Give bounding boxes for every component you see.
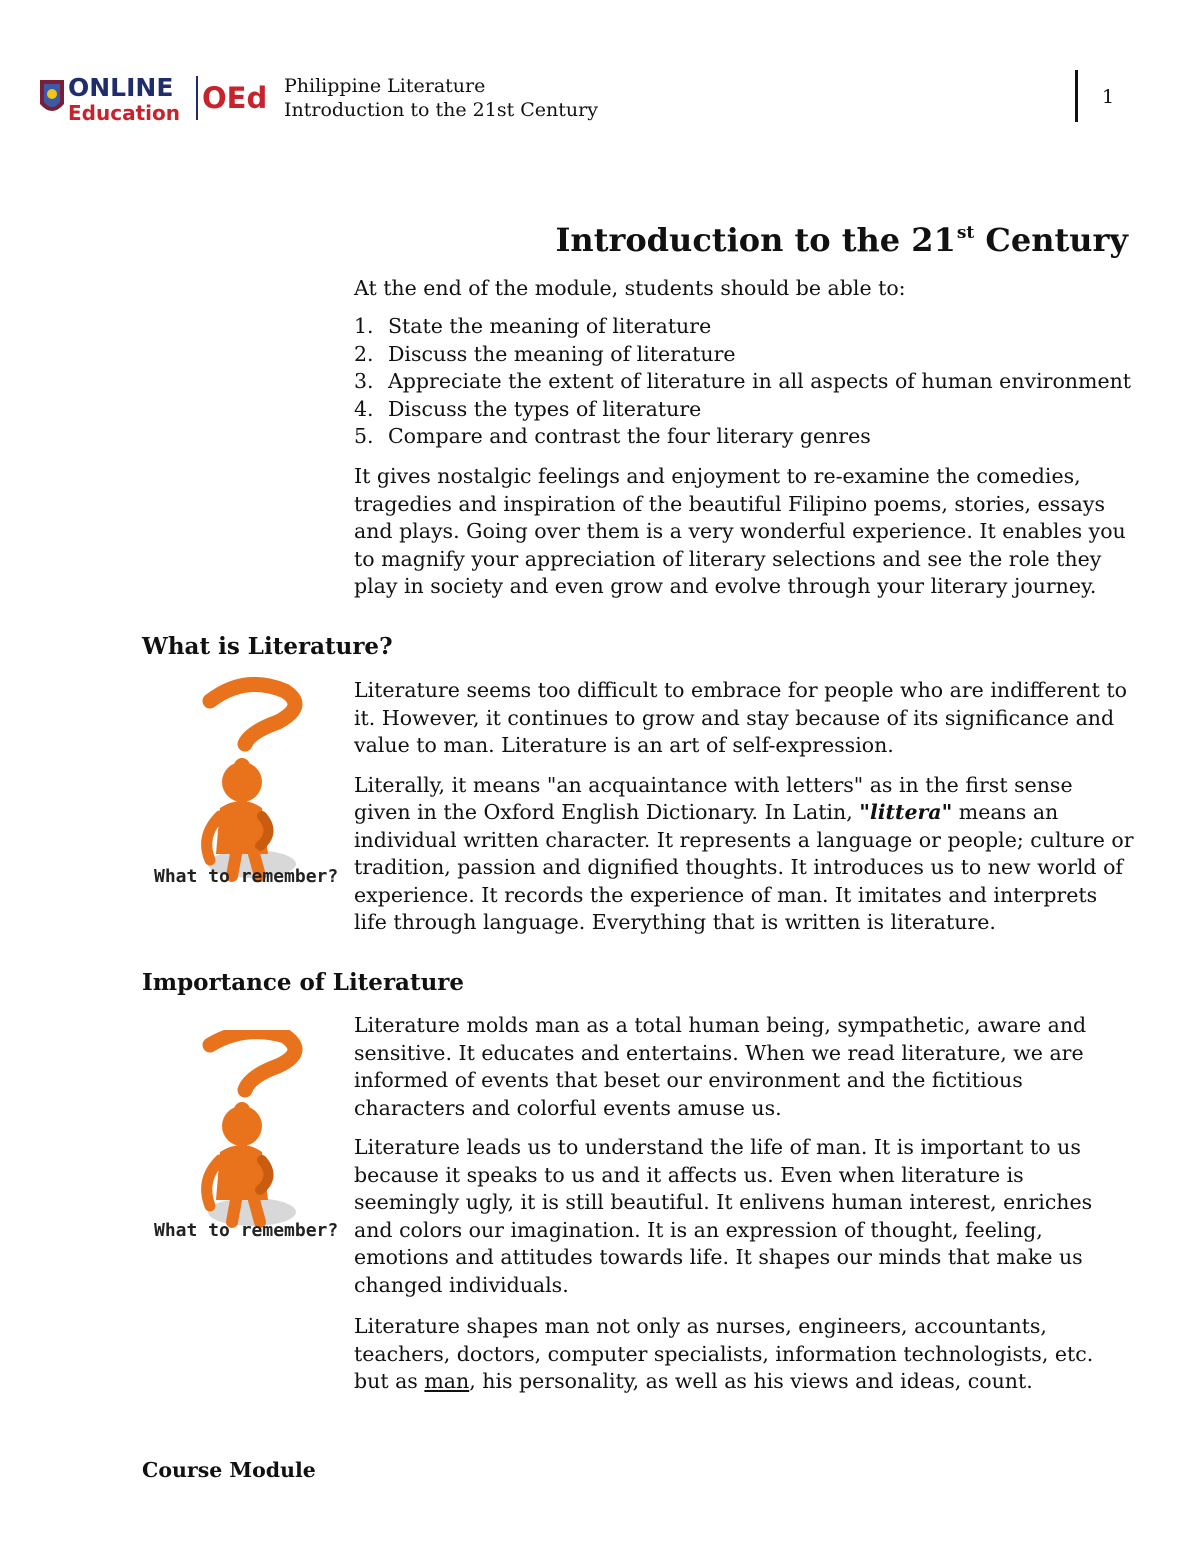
paragraph: Literature seems too difficult to embrace for people who are indifferent to it. However, it continues to grow and stay because of its significance and value to man. Literature is an art of self-expression. (354, 678, 1127, 757)
intro-paragraph: It gives nostalgic feelings and enjoyment to re-examine the comedies, tragedies and inspiration of the beautiful Filipino poems, stories, essays and plays. Going over them is a very wonderful experience. It enables you to magnify your appreciation of literary selections and see the role they play in society and even grow and evolve through your literary journey. (354, 464, 1126, 598)
text-run: Literally, it means "an acquaintance with letters" as in the first sense given in the Oxford English Dictionary. In Latin, (354, 772, 1073, 824)
objective-text: Appreciate the extent of literature in all aspects of human environment (388, 369, 1132, 393)
objective-text: Compare and contrast the four literary genres (388, 424, 871, 448)
objective-number: 4. (354, 396, 374, 421)
logo-online-text: ONLINE (68, 73, 174, 102)
page-title (555, 221, 1128, 259)
paragraph: Literature leads us to understand the life of man. It is important to us because it speaks to us and it affects us. Even when literature is seemingly ugly, it is still beautiful. It enlivens human interest, enriches and colors our imagination. It is an expression of thought, feeling, emotions and attitudes towards life. It shapes our minds that make us changed individuals. (354, 1135, 1093, 1297)
title-end: Century (974, 221, 1128, 259)
objective-text: State the meaning of literature (388, 314, 712, 338)
text-run: means an individual written character. It represents a language or people; culture or tradition, passion and dignified thoughts. It introduces us to new world of experience. It records the experience of man. It imitates and interprets life through language. Everything that is written is literature. (354, 800, 1134, 934)
text-run: , his personality, as well as his views and ideas, count. (469, 1369, 1033, 1393)
thinking-figure-illustration (150, 1030, 345, 1250)
objective-number: 3. (354, 369, 374, 393)
importance-of-literature-text (354, 1012, 1134, 1299)
latin-term: "littera" (859, 800, 953, 824)
objective-item (354, 313, 1134, 341)
question-mark-icon (210, 684, 295, 774)
title-superscript: st (956, 223, 975, 243)
section-heading-importance-of-literature: Importance of Literature (142, 969, 465, 996)
objective-item (354, 341, 1134, 369)
objective-item (354, 423, 1134, 451)
header-divider (1075, 70, 1078, 122)
module-subtitle: Introduction to the 21st Century (284, 99, 598, 121)
running-header (284, 74, 598, 122)
paragraph: Literature molds man as a total human being, sympathetic, aware and sensitive. It educates and entertains. When we read literature, we are informed of events that beset our environment and the fictitious characters and colorful events amuse us. (354, 1013, 1087, 1120)
logo-oed-text: OEd (202, 81, 268, 115)
objective-number: 1. (354, 314, 374, 338)
footer-course-module: Course Module (142, 1458, 316, 1482)
objectives-intro: At the end of the module, students should be able to: (354, 276, 906, 300)
paragraph (354, 1313, 1134, 1396)
underlined-word: man (424, 1369, 470, 1393)
paragraph (354, 772, 1134, 937)
figure-caption: What to remember? (154, 1220, 339, 1241)
objective-number: 2. (354, 341, 374, 366)
objective-number: 5. (354, 424, 374, 448)
figure-caption: What to remember? (154, 866, 339, 887)
objective-item (354, 396, 1134, 424)
question-mark-icon (210, 1032, 295, 1118)
objective-item (354, 368, 1134, 396)
objective-text: Discuss the meaning of literature (388, 341, 736, 366)
logo-education-text: Education (68, 101, 180, 125)
course-name: Philippine Literature (284, 75, 486, 97)
section-heading-what-is-literature: What is Literature? (142, 633, 393, 660)
page-number: 1 (1102, 86, 1115, 108)
thinking-figure-illustration (150, 676, 345, 896)
objective-text: Discuss the types of literature (388, 396, 702, 421)
online-education-logo (36, 70, 276, 126)
what-is-literature-text (354, 677, 1134, 937)
title-main: Introduction to the 21 (555, 221, 956, 259)
importance-closing-text (354, 1313, 1134, 1396)
text-run: Literature shapes man not only as nurses, engineers, accountants, teachers, doctors, computer specialists, information technologists, etc. but as (354, 1314, 1094, 1393)
objectives-list (354, 313, 1134, 451)
